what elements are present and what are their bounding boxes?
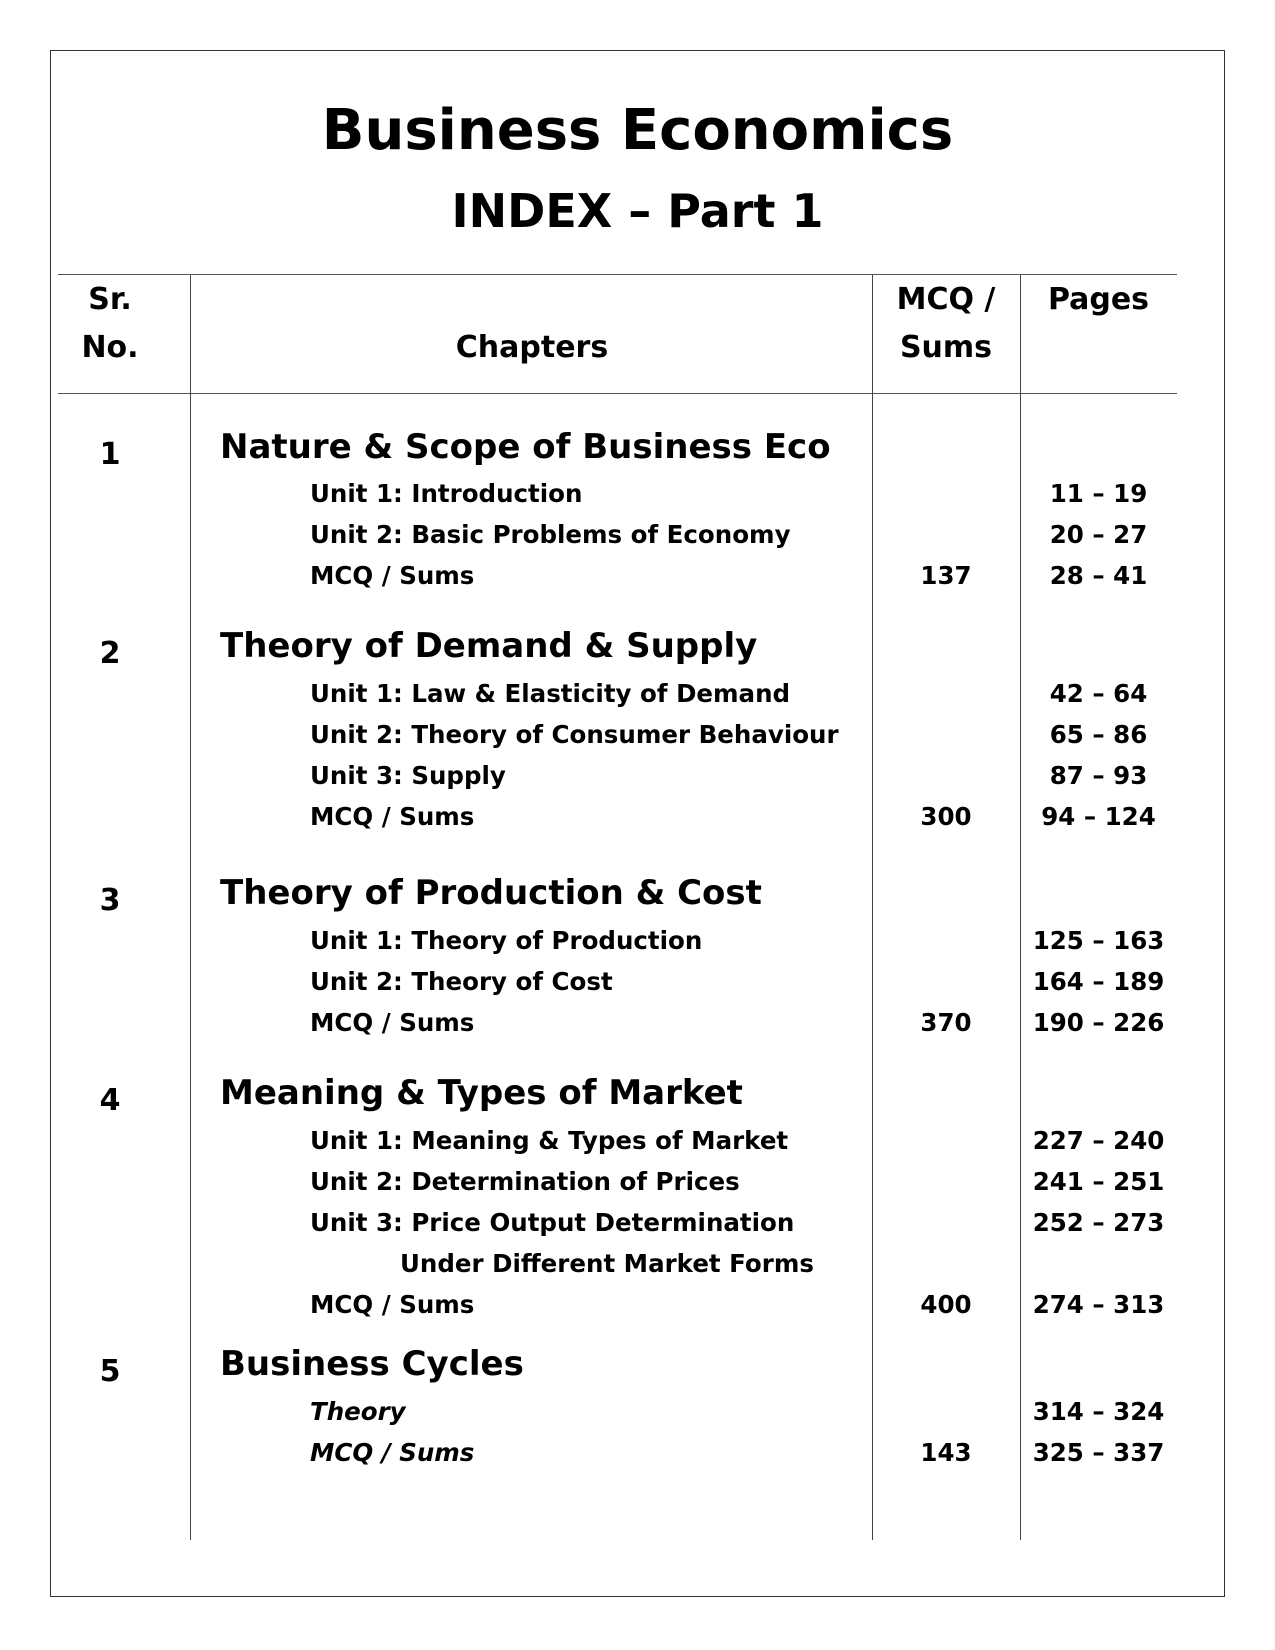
- unit-pages: 42 – 64: [1049, 679, 1148, 708]
- chapter-sr-3: 3: [99, 883, 121, 918]
- page-subtitle: INDEX – Part 1: [451, 184, 824, 238]
- unit-pages: 314 – 324: [1032, 1397, 1165, 1426]
- column-divider-mcq: [1020, 275, 1021, 1540]
- unit-label: MCQ / Sums: [310, 1008, 475, 1037]
- chapter-title-4: Meaning & Types of Market: [220, 1073, 743, 1113]
- header-mcq-line1: MCQ /: [896, 282, 996, 317]
- unit-pages: 164 – 189: [1032, 967, 1165, 996]
- header-chapters: Chapters: [455, 330, 609, 365]
- chapter-title-1: Nature & Scope of Business Eco: [220, 427, 831, 467]
- unit-label: Unit 2: Theory of Consumer Behaviour: [310, 720, 839, 749]
- unit-pages: 87 – 93: [1049, 761, 1148, 790]
- mcq-count: 400: [920, 1290, 972, 1319]
- unit-label: Unit 1: Law & Elasticity of Demand: [310, 679, 791, 708]
- unit-label: Unit 3: Price Output Determination: [310, 1208, 795, 1237]
- unit-label: Unit 2: Basic Problems of Economy: [310, 520, 791, 549]
- mcq-count: 143: [920, 1438, 972, 1467]
- mcq-count: 137: [920, 561, 972, 590]
- unit-pages: 20 – 27: [1049, 520, 1148, 549]
- mcq-count: 300: [920, 802, 972, 831]
- unit-label: MCQ / Sums: [310, 1290, 475, 1319]
- unit-pages: 125 – 163: [1032, 926, 1165, 955]
- mcq-count: 370: [920, 1008, 972, 1037]
- unit-label: MCQ / Sums: [310, 802, 475, 831]
- unit-pages: 274 – 313: [1032, 1290, 1165, 1319]
- chapter-sr-4: 4: [99, 1083, 121, 1118]
- unit-label: Unit 1: Meaning & Types of Market: [310, 1126, 789, 1155]
- chapter-sr-5: 5: [99, 1354, 121, 1389]
- unit-pages: 94 – 124: [1041, 802, 1156, 831]
- chapter-title-5: Business Cycles: [220, 1344, 524, 1384]
- chapter-sr-1: 1: [99, 437, 121, 472]
- header-sr-line2: No.: [81, 330, 139, 365]
- unit-label: Unit 2: Determination of Prices: [310, 1167, 740, 1196]
- unit-pages: 227 – 240: [1032, 1126, 1165, 1155]
- unit-label: Unit 1: Introduction: [310, 479, 583, 508]
- header-mcq-line2: Sums: [899, 330, 993, 365]
- unit-pages: 65 – 86: [1049, 720, 1148, 749]
- unit-label: MCQ / Sums: [310, 1438, 475, 1467]
- unit-label-continued: Under Different Market Forms: [400, 1249, 814, 1278]
- column-divider-chapters: [872, 275, 873, 1540]
- unit-label: Unit 1: Theory of Production: [310, 926, 703, 955]
- page-title: Business Economics: [321, 98, 954, 163]
- unit-pages: 28 – 41: [1049, 561, 1148, 590]
- unit-pages: 190 – 226: [1032, 1008, 1165, 1037]
- unit-label: MCQ / Sums: [310, 561, 475, 590]
- chapter-title-3: Theory of Production & Cost: [220, 873, 762, 913]
- unit-pages: 252 – 273: [1032, 1208, 1165, 1237]
- chapter-sr-2: 2: [99, 636, 121, 671]
- table-top-rule: [58, 274, 1177, 275]
- unit-label: Theory: [310, 1397, 406, 1426]
- table-header-rule: [58, 393, 1177, 394]
- header-pages: Pages: [1047, 282, 1150, 317]
- unit-label: Unit 3: Supply: [310, 761, 506, 790]
- unit-pages: 11 – 19: [1049, 479, 1148, 508]
- unit-label: Unit 2: Theory of Cost: [310, 967, 613, 996]
- column-divider-sr: [190, 275, 191, 1540]
- unit-pages: 241 – 251: [1032, 1167, 1165, 1196]
- chapter-title-2: Theory of Demand & Supply: [220, 626, 758, 666]
- unit-pages: 325 – 337: [1032, 1438, 1165, 1467]
- header-sr-line1: Sr.: [88, 282, 132, 317]
